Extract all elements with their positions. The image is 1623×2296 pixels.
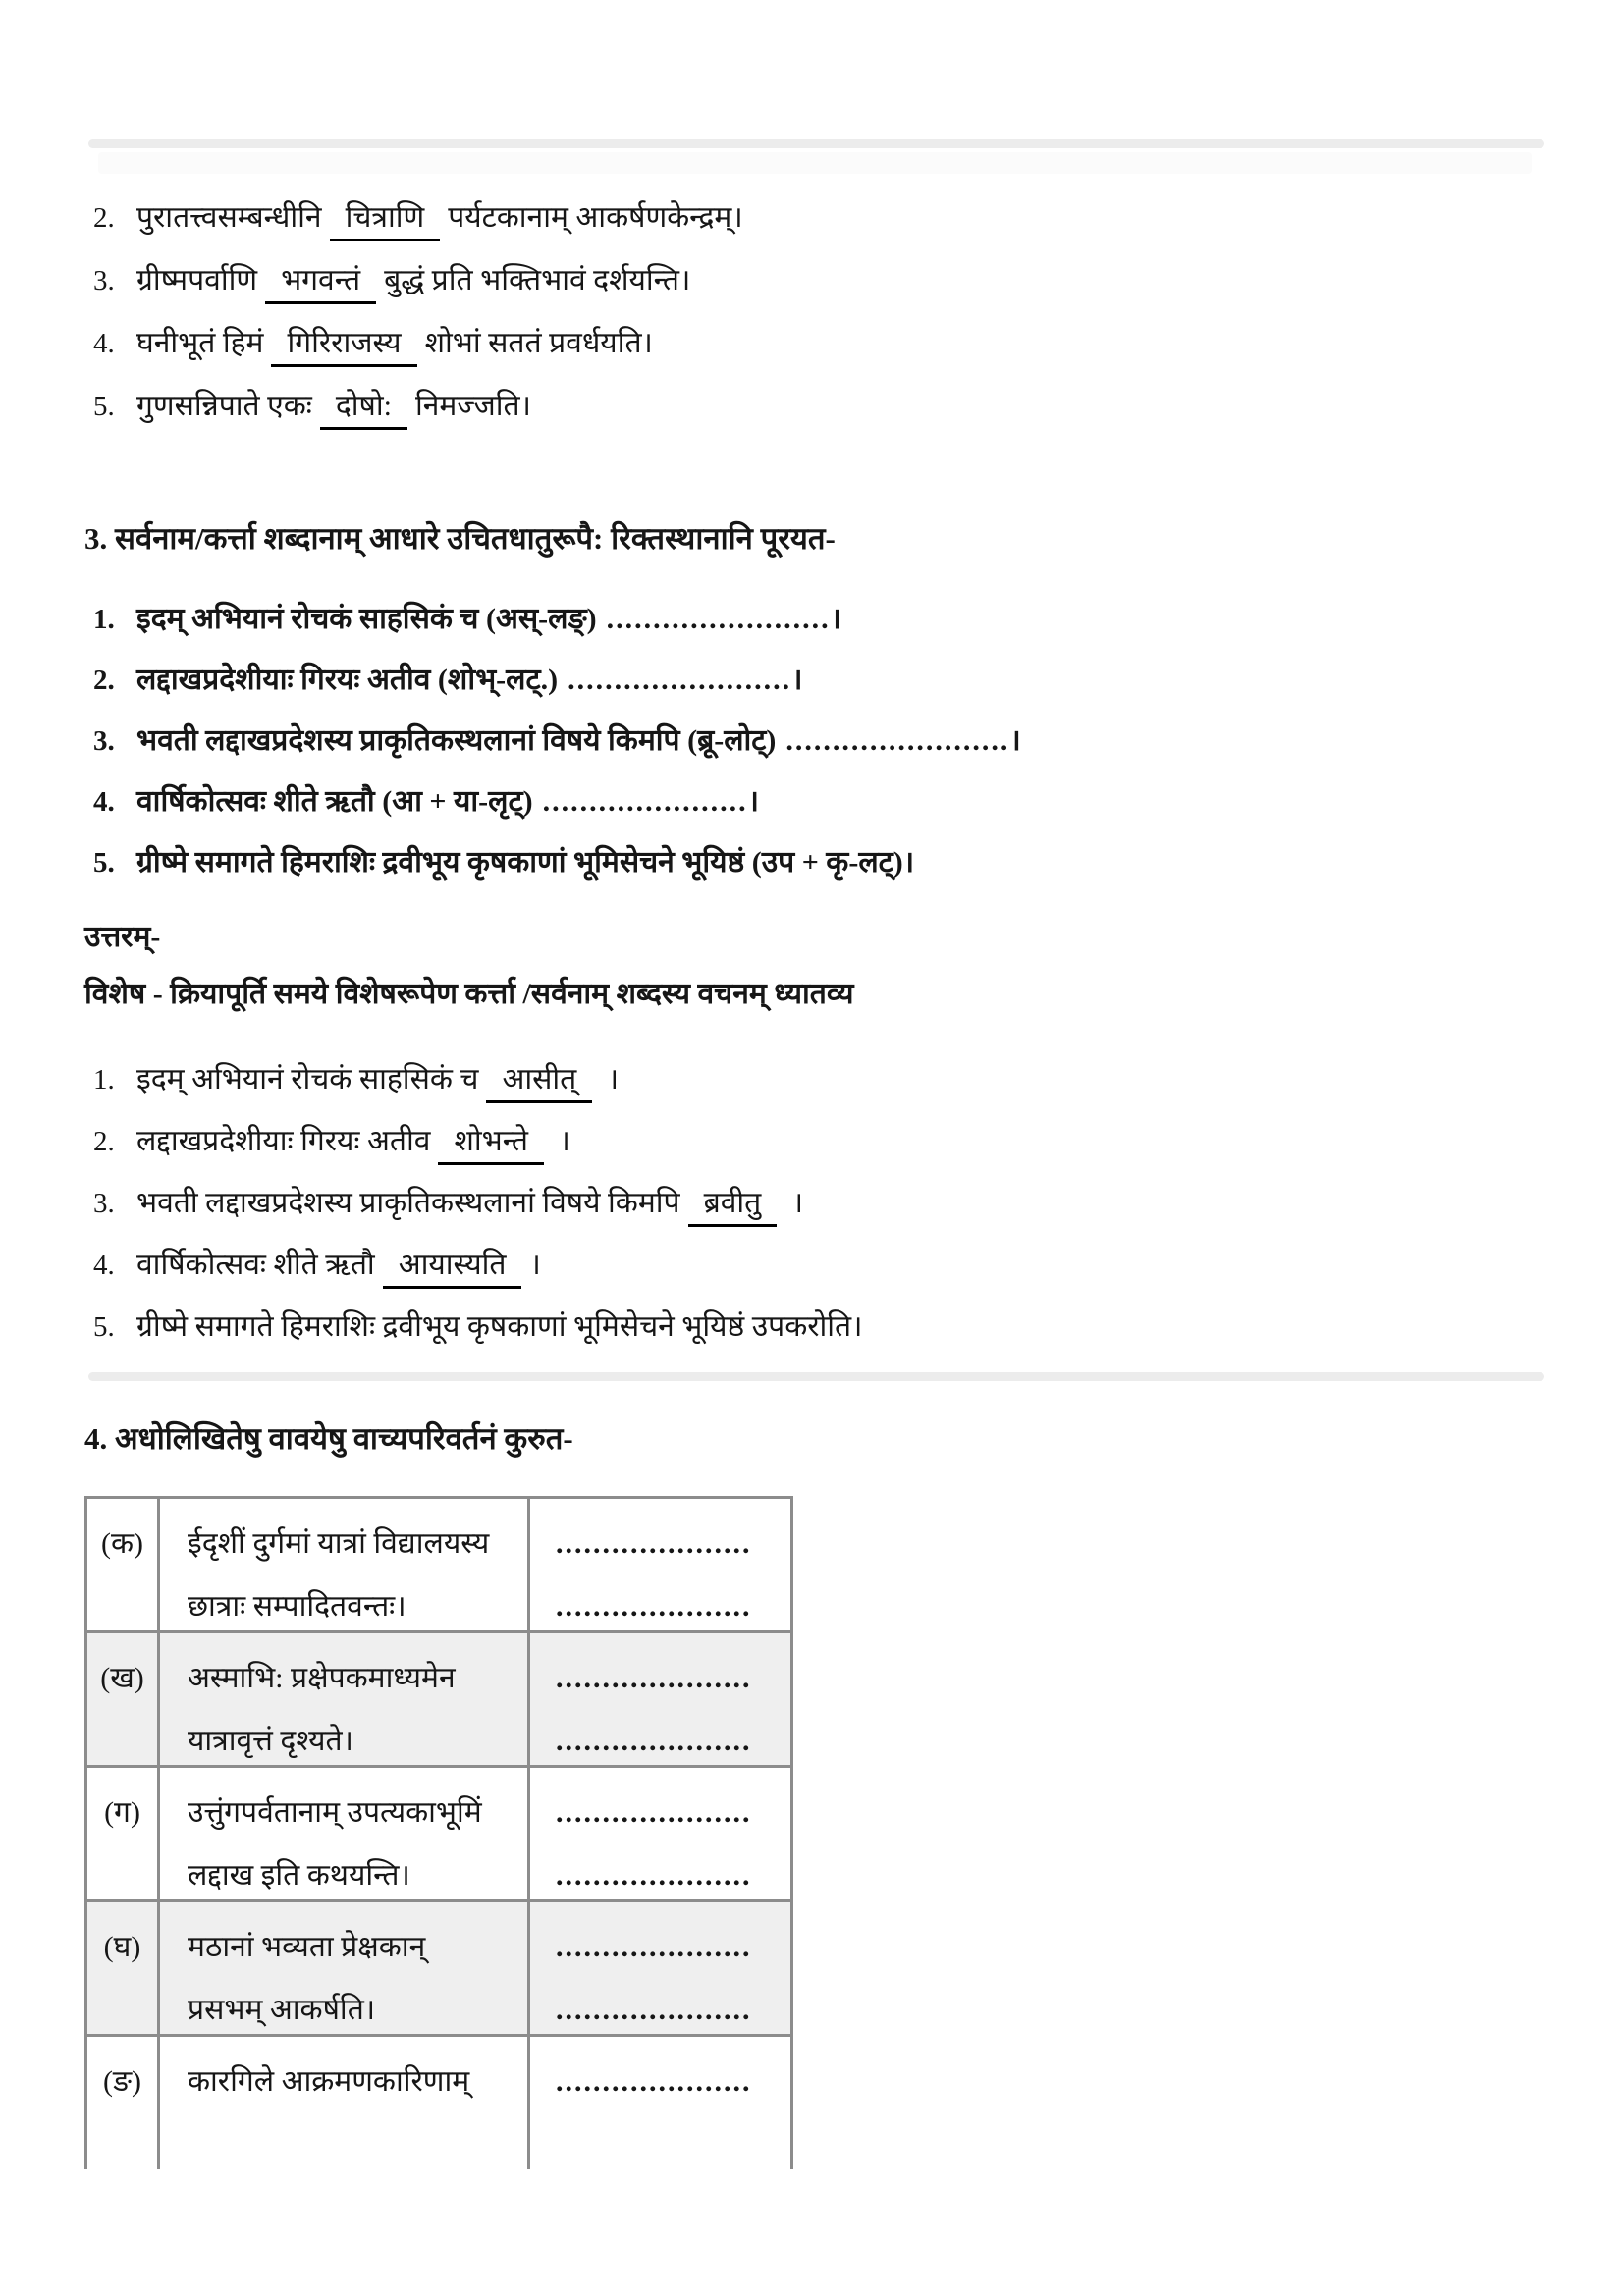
answer-blank: आयास्यति — [383, 1246, 522, 1289]
item-end-mark: । — [1009, 724, 1021, 757]
answer-cell — [530, 1768, 790, 1899]
item-number: 2. — [93, 202, 115, 234]
dotted-line: ..................... — [556, 1527, 752, 1560]
answers-label: उत्तरम्- — [84, 921, 161, 953]
sentence-cell — [160, 1768, 530, 1899]
item-text-before: वार्षिकोत्सवः शीते ऋतौ — [136, 1249, 375, 1281]
voice-change-table — [84, 1496, 793, 2169]
filled-blank: चित्राणि — [330, 198, 441, 241]
item-text-before: लद्दाखप्रदेशीयाः गिरयः अतीव — [136, 1125, 431, 1157]
item-text-after: पर्यटकानाम् आकर्षणकेन्द्रम्। — [448, 201, 743, 234]
section3-question-list — [93, 589, 1021, 893]
blanks-list — [93, 187, 743, 438]
dotted-line: ..................... — [556, 1859, 752, 1892]
item-text-before: ग्रीष्मे समागते हिमराशिः द्रवीभूय कृषकाणां भूमिसेचने भूयिष्ठं उपकरोति। — [136, 1310, 863, 1343]
list-item — [93, 1048, 863, 1110]
dotted-line: ..................... — [556, 1725, 752, 1757]
item-number: 1. — [93, 1064, 115, 1095]
item-text-after: बुद्धं प्रति भक्तिभावं दर्शयन्ति। — [384, 264, 691, 296]
dotted-line: ..................... — [556, 1931, 752, 1963]
table-row — [87, 1768, 790, 1902]
filled-blank: दोषो: — [320, 387, 407, 430]
sentence-line: ईदृशीं दुर्गमां यात्रां विद्यालयस्य — [188, 1527, 490, 1560]
answer-blank: ब्रवीतु — [688, 1184, 778, 1227]
item-number: 4. — [93, 328, 115, 359]
item-text-before: भवती लद्दाखप्रदेशस्य प्राकृतिकस्थलानां विषये किमपि — [136, 1187, 680, 1219]
sentence-line: प्रसभम् आकर्षति। — [188, 1994, 376, 2026]
item-text-after: निमज्जति। — [415, 390, 532, 422]
item-text-after: । — [529, 1249, 541, 1281]
item-text: भवती लद्दाखप्रदेशस्य प्राकृतिकस्थलानां विषये किमपि (ब्रू-लोट्) — [136, 724, 777, 757]
answer-cell — [530, 2037, 790, 2169]
item-text-before: पुरातत्त्वसम्बन्धीनि — [136, 201, 322, 234]
item-number: 5. — [93, 391, 115, 422]
list-item — [93, 187, 743, 249]
dotted-blank: ...................... — [542, 785, 748, 818]
answer-cell — [530, 1902, 790, 2034]
dotted-line: ..................... — [556, 1796, 752, 1829]
item-text-before: ग्रीष्मपर्वाणि — [136, 264, 258, 296]
item-number: 3. — [93, 1188, 115, 1219]
list-item — [93, 1110, 863, 1172]
sentence-line: मठानां भव्यता प्रेक्षकान् — [188, 1931, 426, 1963]
list-item — [93, 589, 1021, 650]
item-text-after: । — [784, 1187, 804, 1219]
list-item — [93, 249, 743, 312]
row-label-cell: (ख) — [87, 1633, 160, 1765]
list-item — [93, 772, 1021, 832]
list-item — [93, 375, 743, 438]
list-item — [93, 1234, 863, 1296]
item-number: 1. — [93, 604, 115, 635]
sentence-line: उत्तुंगपर्वतानाम् उपत्यकाभूमिं — [188, 1796, 482, 1829]
item-text: इदम् अभियानं रोचकं साहसिकं च (अस्-लङ्) — [136, 603, 597, 635]
item-number: 4. — [93, 1250, 115, 1281]
dotted-blank: ........................ — [568, 664, 792, 696]
row-label-cell: (ग) — [87, 1768, 160, 1899]
filled-blank: भगवन्तं — [265, 261, 376, 304]
table-row — [87, 2037, 790, 2169]
answers-list — [93, 1048, 863, 1358]
item-number: 3. — [93, 265, 115, 296]
sentence-line: कारगिले आक्रमणकारिणाम् — [188, 2065, 470, 2098]
item-text-after: । — [600, 1063, 620, 1095]
dotted-line: ..................... — [556, 1994, 752, 2026]
answer-blank: शोभन्ते — [438, 1122, 544, 1165]
dotted-blank: ........................ — [785, 724, 1010, 757]
dotted-blank: ........................ — [606, 603, 831, 635]
item-end-mark: । — [747, 785, 759, 818]
item-number: 2. — [93, 665, 115, 696]
answer-cell — [530, 1499, 790, 1630]
sentence-cell — [160, 2037, 530, 2169]
item-number: 2. — [93, 1126, 115, 1157]
list-item — [93, 832, 1021, 893]
item-text-before: इदम् अभियानं रोचकं साहसिकं च — [136, 1063, 479, 1095]
list-item — [93, 650, 1021, 711]
item-text-after: शोभां सततं प्रवर्धयति। — [424, 327, 653, 359]
list-item — [93, 312, 743, 375]
item-end-mark: । — [830, 603, 841, 635]
page-separator-middle — [88, 1372, 1544, 1381]
item-number: 4. — [93, 786, 115, 818]
sentence-cell — [160, 1499, 530, 1630]
item-text: वार्षिकोत्सवः शीते ऋतौ (आ + या-लृट्) — [136, 785, 533, 818]
list-item — [93, 711, 1021, 772]
voice-change-table-wrap — [84, 1496, 793, 2169]
filled-blank: गिरिराजस्य — [271, 324, 416, 367]
item-number: 3. — [93, 725, 115, 757]
sentence-line: छात्राः सम्पादितवन्तः। — [188, 1590, 406, 1623]
list-item — [93, 1172, 863, 1234]
item-text: ग्रीष्मे समागते हिमराशिः द्रवीभूय कृषकाणां भूमिसेचने भूयिष्ठं (उप + कृ-लट्)। — [136, 846, 915, 879]
item-text-before: गुणसन्निपाते एकः — [136, 390, 312, 422]
item-number: 5. — [93, 1311, 115, 1343]
list-item — [93, 1296, 863, 1358]
sentence-line: लद्दाख इति कथयन्ति। — [188, 1859, 410, 1892]
section3-heading: 3. सर्वनाम/कर्त्ता शब्दानाम् आधारे उचितधातुरूपै: रिक्तस्थानानि पूरयत- — [84, 521, 836, 556]
answer-cell — [530, 1633, 790, 1765]
item-end-mark: । — [791, 664, 803, 696]
section4-heading: 4. अधोलिखितेषु वावयेषु वाच्यपरिवर्तनं कुरुत- — [84, 1421, 573, 1456]
dotted-line: ..................... — [556, 1662, 752, 1694]
answer-blank: आसीत् — [486, 1060, 592, 1103]
row-label-cell: (ङ) — [87, 2037, 160, 2169]
sentence-line: अस्माभि: प्रक्षेपकमाध्यमेन — [188, 1662, 456, 1694]
item-text: लद्दाखप्रदेशीयाः गिरयः अतीव (शोभ्-लट्.) — [136, 664, 559, 696]
table-row — [87, 1633, 790, 1768]
row-label-cell: (क) — [87, 1499, 160, 1630]
dotted-line: ..................... — [556, 1590, 752, 1623]
dotted-line: ..................... — [556, 2065, 752, 2098]
sentence-cell — [160, 1902, 530, 2034]
page-separator-top — [88, 139, 1544, 148]
item-text-before: घनीभूतं हिमं — [136, 327, 264, 359]
item-text-after: । — [552, 1125, 570, 1157]
table-row — [87, 1499, 790, 1633]
sentence-line: यात्रावृत्तं दृश्यते। — [188, 1725, 353, 1757]
table-row — [87, 1902, 790, 2037]
row-label-cell: (घ) — [87, 1902, 160, 2034]
page-separator-top-glow — [98, 152, 1532, 174]
answers-note: विशेष - क्रियापूर्ति समये विशेषरूपेण कर्त्ता /सर्वनाम् शब्दस्य वचनम् ध्यातव्य — [84, 978, 854, 1010]
item-number: 5. — [93, 847, 115, 879]
sentence-cell — [160, 1633, 530, 1765]
